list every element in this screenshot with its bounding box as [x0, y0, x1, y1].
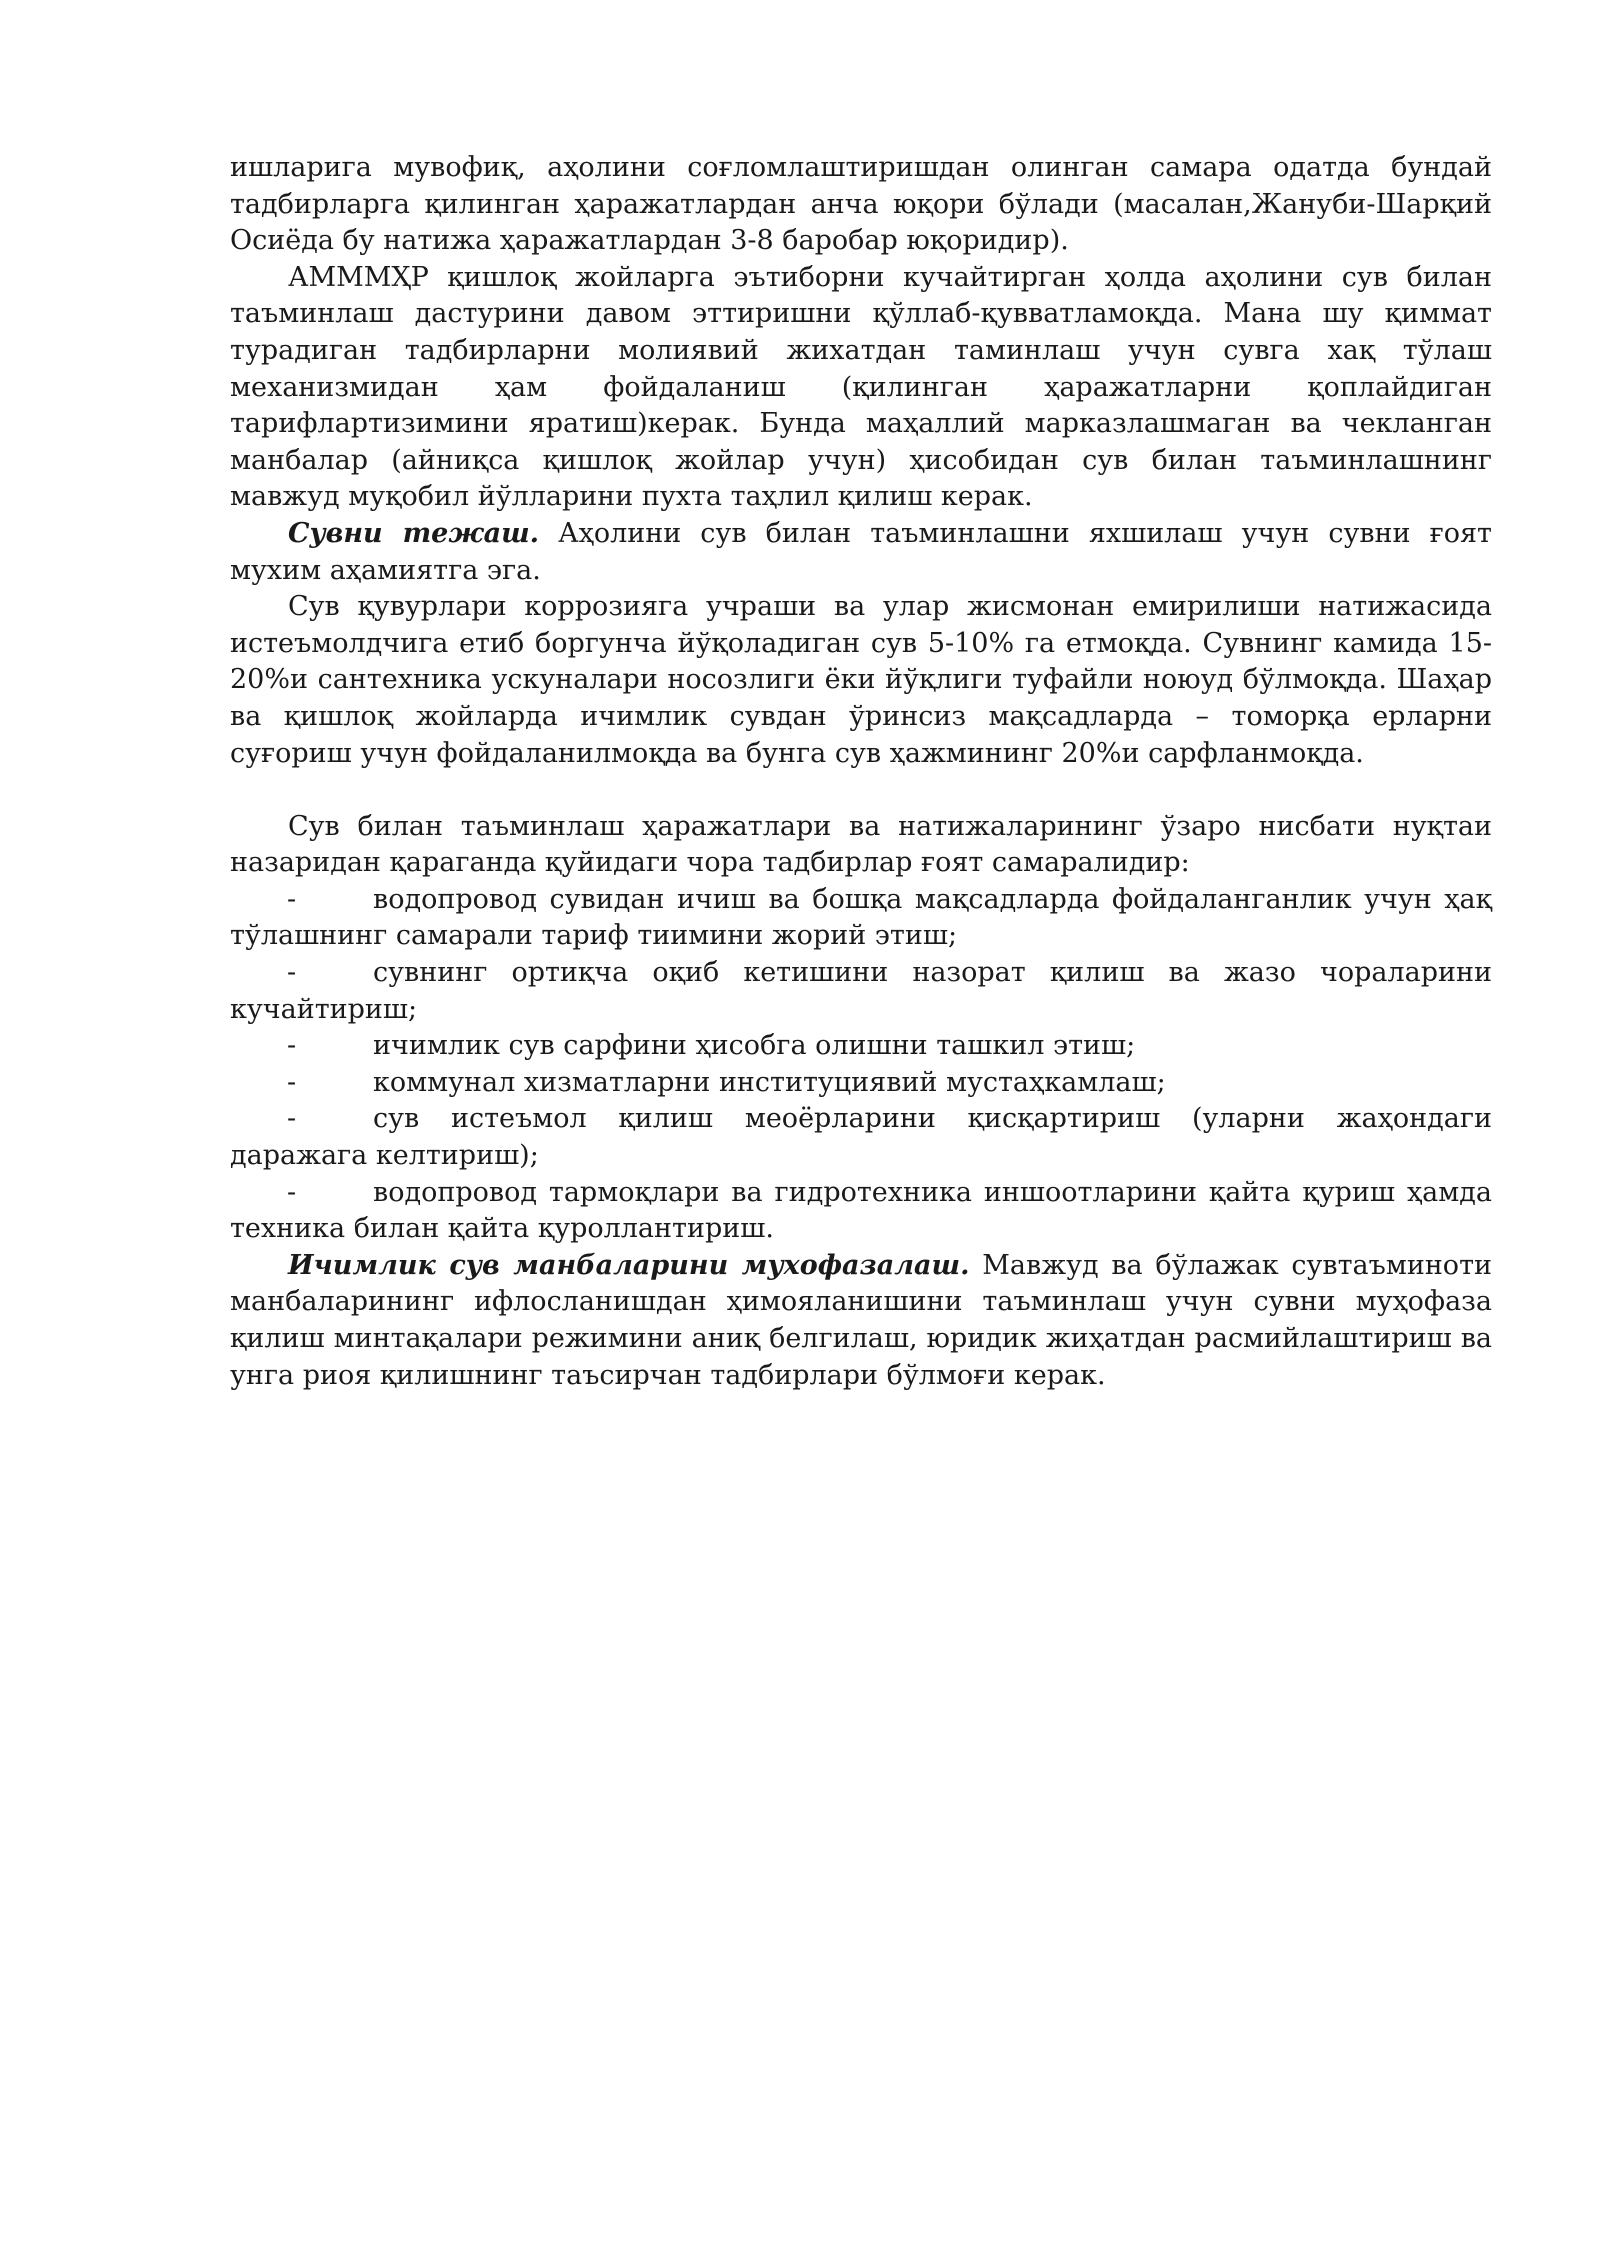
list-item-text: сув истеъмол қилиш меоёрларини қисқартириш (уларни жаҳондаги даражага келтириш);: [230, 1103, 1492, 1172]
list-item-text: водопровод сувидан ичиш ва бошқа мақсадларда фойдаланганлик учун ҳақ тўлашнинг самарали тариф тиимини жорий этиш;: [230, 883, 1492, 952]
list-dash: -: [287, 957, 297, 989]
paragraph-measures-intro: Сув билан таъминлаш ҳаражатлари ва натижаларининг ўзаро нисбати нуқтаи назаридан қараганда қуйидаги чора тадбирлар ғоят самаралидир:: [230, 810, 1492, 879]
list-dash: -: [287, 1030, 297, 1062]
paragraph-rural-water-program: АМММҲР қишлоқ жойларга эътиборни кучайтирган ҳолда аҳолини сув билан таъминлаш дастурини давом эттиришни қўллаб-қувватламоқда. Мана шу қиммат турадиган тадбирларни молиявий жихатдан таминлаш учун сувга хақ тўлаш механизмидан ҳам фойдаланиш (қилинган ҳаражатларни қоплайдиган тарифлартизимини яратиш)керак. Бунда маҳаллий марказлашмаган ва чекланган манбалар (айниқса қишлоқ жойлар учун) ҳисобидан сув билан таъминлашнинг мавжуд муқобил йўлларини пухта таҳлил қилиш керак.: [230, 261, 1492, 513]
list-item: [230, 1101, 1492, 1174]
list-item: [230, 1065, 1492, 1102]
water-saving-text: Аҳолини сув билан таъминлашни яхшилаш учун сувни ғоят мухим аҳамиятга эга.: [230, 517, 1492, 586]
list-item-text: сувнинг ортиқча оқиб кетишини назорат қилиш ва жазо чораларини кучайтириш;: [230, 957, 1492, 1025]
water-saving-heading: Сувни тежаш.: [288, 517, 540, 549]
list-item: [230, 882, 1492, 955]
list-dash: -: [287, 1103, 297, 1135]
paragraph-pipe-losses: Сув қувурлари коррозияга учраши ва улар жисмонан емирилиши натижасида истеъмолдчига етиб боргунча йўқоладиган сув 5-10% га етмоқда. Сувнинг камида 15-20%и сантехника ускуналари носозлиги ёки йўқлиги туфайли ноюуд бўлмоқда. Шаҳар ва қишлоқ жойларда ичимлик сувдан ўринсиз мақсадларда – томорқа ерларни суғориш учун фойдаланилмоқда ва бунга сув ҳажмининг 20%и сарфланмоқда.: [230, 591, 1492, 769]
paragraph-health-benefit: ишларига мувофиқ, аҳолини соғломлаштиришдан олинган самара одатда бундай тадбирларга қилинган ҳаражатлардан анча юқори бўлади (масалан,Жануби-Шарқий Осиёда бу натижа ҳаражатлардан 3-8 баробар юқоридир).: [230, 152, 1492, 257]
list-item: [230, 955, 1492, 1028]
paragraph-spacer: [230, 772, 1492, 809]
list-item-text: водопровод тармоқлари ва гидротехника иншоотларини қайта қуриш ҳамда техника билан қайта қуроллантириш.: [230, 1176, 1492, 1245]
list-dash: -: [287, 1176, 297, 1208]
list-item: [230, 1175, 1492, 1248]
list-item-text: ичимлик сув сарфини ҳисобга олишни ташкил этиш;: [373, 1030, 1136, 1062]
source-protection-text: Мавжуд ва бўлажак сувтаъминоти манбаларининг ифлосланишдан ҳимояланишини таъминлаш учун сувни муҳофаза қилиш минтақалари режимини аниқ белгилаш, юридик жиҳатдан расмийлаштириш ва унга риоя қилишнинг таъсирчан тадбирлари бўлмоғи керак.: [230, 1249, 1492, 1391]
list-dash: -: [287, 1066, 297, 1098]
source-protection-heading: Ичимлик сув манбаларини мухофазалаш.: [288, 1249, 970, 1281]
document-page: [230, 150, 1492, 1394]
list-item-text: коммунал хизматларни институциявий мустаҳкамлаш;: [373, 1066, 1166, 1098]
paragraph-source-protection: [230, 1248, 1492, 1394]
list-item: [230, 1028, 1492, 1065]
paragraph-water-saving: [230, 516, 1492, 589]
list-dash: -: [287, 883, 297, 915]
